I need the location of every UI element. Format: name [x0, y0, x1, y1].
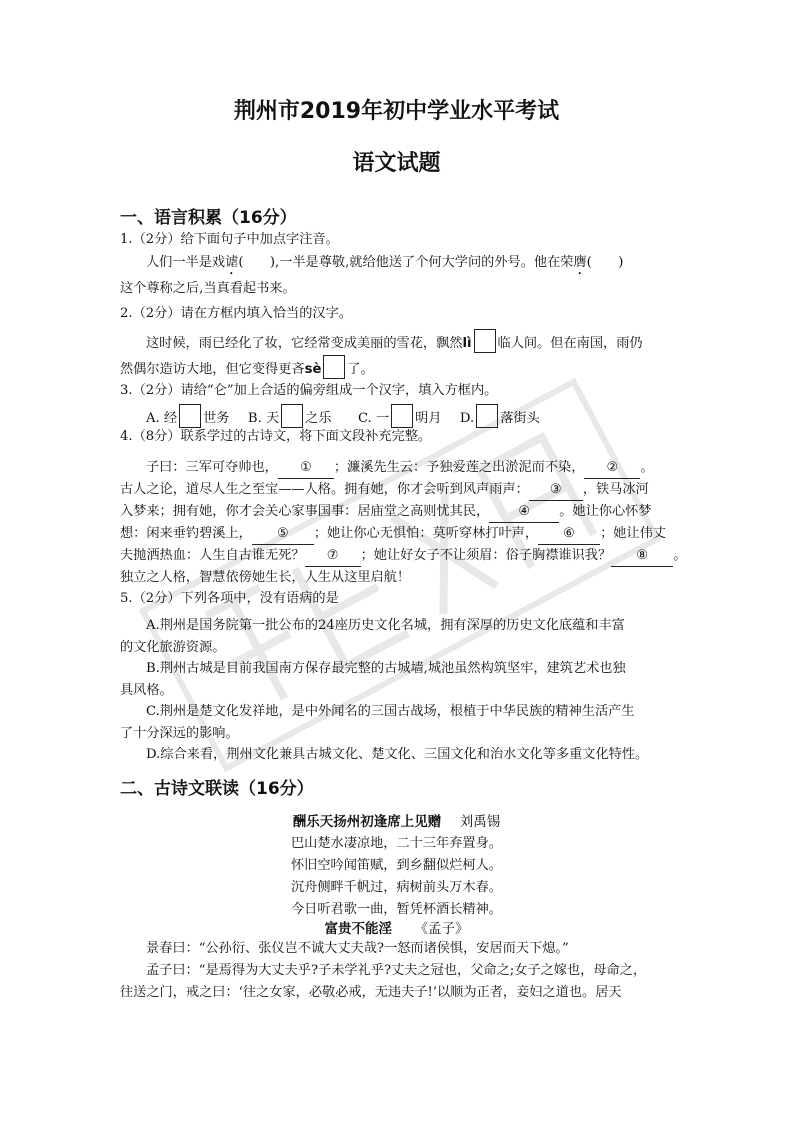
q4-text: ；她让好女子不让须眉：俗子胸襟谁识我？: [360, 548, 612, 563]
q4-text: ；她让你心无惧怕：莫听穿林打叶声，: [313, 526, 539, 541]
q3-answer-box-c[interactable]: [391, 404, 413, 428]
q4-text: ，铁马冰河: [582, 482, 649, 497]
poem-line-3: 沉舟侧畔千帆过，病树前头万木春。: [291, 880, 502, 895]
section-heading-1: 一、语言积累（16分）: [120, 208, 297, 228]
q4-blank-6[interactable]: ⑥: [538, 524, 600, 545]
poem-line-2: 怀旧空吟闻笛赋，到乡翻似烂柯人。: [291, 858, 502, 873]
q4-text: 子曰：三军可夺帅也，: [146, 460, 278, 475]
q4-blank-1[interactable]: ①: [278, 458, 334, 479]
q4-blank-4[interactable]: ④: [489, 502, 559, 523]
q4-line-3: [120, 502, 675, 523]
q5-option-c-cont: 了十分深远的影响。: [120, 726, 239, 741]
section-heading-2: 二、古诗文联读（16分）: [120, 779, 314, 799]
q4-blank-7[interactable]: ⑦: [305, 546, 361, 567]
q4-text: 古人之论，道尽人生之至宝——人格。拥有她，你才会听到风声雨声：: [120, 482, 529, 497]
q4-text: 夫抛洒热血：人生自古谁无死？: [120, 548, 305, 563]
prose-source: 《孟子》: [414, 921, 469, 937]
q5-option-d: D.综合来看，荆州文化兼具古城文化、楚文化、三国文化和治水文化等多重文化特性。: [146, 747, 649, 762]
poem-line-1: 巴山楚水凄凉地，二十三年弃置身。: [291, 836, 502, 851]
q4-text: 入梦来；拥有她，你才会关心家事国事：居庙堂之高则忧其民，: [120, 504, 490, 519]
poem-author: 刘禹锡: [459, 814, 501, 830]
q1-dotted-char-2: 膺: [573, 255, 587, 270]
q4-stem: 4.（8分）联系学过的古诗文，将下面文段补充完整。: [120, 429, 432, 444]
q4-blank-5[interactable]: ⑤: [252, 524, 314, 545]
q5-option-b-cont: 具风格。: [120, 683, 173, 698]
q4-line-5: [120, 546, 687, 567]
q4-text: 想：闲来垂钓碧溪上，: [120, 526, 252, 541]
q4-line-2: [120, 480, 675, 501]
q2-text-c: 然偶尔造访大地，但它变得更吝: [120, 362, 305, 377]
page-subtitle: 语文试题: [352, 151, 441, 176]
q3-options: [146, 404, 675, 429]
q3-option-c-prefix: C. 一: [357, 411, 390, 426]
q2-line-2: [120, 355, 675, 380]
q2-answer-box-2[interactable]: [323, 355, 345, 379]
q3-stem: 3.（2分）请给“仑”加上合适的偏旁组成一个汉字，填入方框内。: [120, 383, 498, 398]
q4-line-6: 独立之人格，智慧依傍她生长，人生从这里启航！: [120, 570, 411, 585]
q2-answer-box-1[interactable]: [474, 329, 496, 353]
q1-text-a: 人们一半是戏: [146, 255, 226, 270]
poem-heading: [0, 810, 793, 830]
prose-title: 富贵不能淫: [324, 921, 392, 937]
q1-text-b: ( ),一半是尊敬,就给他送了个何大学问的外号。他在荣: [238, 255, 574, 270]
poem-line-4: 今日听君歌一曲，暂凭杯酒长精神。: [291, 902, 502, 917]
prose-line-2: 孟子曰：“是焉得为大丈夫乎?子未学礼乎?丈夫之冠也，父命之;女子之嫁也，母命之，: [146, 963, 647, 978]
q3-answer-box-a[interactable]: [179, 404, 201, 428]
q4-blank-3[interactable]: ③: [529, 480, 583, 501]
prose-line-1: 景春曰：“公孙衍、张仪岂不诚大丈夫哉?一怒而诸侯惧，安居而天下熄。”: [146, 941, 569, 956]
q4-line-1: [146, 458, 675, 479]
q1-line-1: [146, 253, 675, 278]
q3-answer-box-b[interactable]: [281, 404, 303, 428]
prose-heading: [0, 917, 793, 937]
q2-text-b: 临人间。但在南国，雨仍: [497, 336, 643, 351]
q4-text: 。她让你心怀梦: [559, 504, 652, 519]
q4-text: 。: [640, 460, 654, 475]
q4-blank-2[interactable]: ②: [584, 458, 640, 479]
q3-option-c-suffix: 明月: [415, 411, 442, 426]
q1-stem: 1.（2分）给下面句子中加点字注音。: [120, 232, 339, 247]
q1-text-c: ( ): [586, 255, 624, 270]
poem-title: 酬乐天扬州初逢席上见赠: [292, 814, 442, 830]
q3-option-b-prefix: B. 天: [247, 411, 280, 426]
q3-answer-box-d[interactable]: [476, 404, 498, 428]
q5-option-c: C.荆州是楚文化发祥地，是中外闻名的三国古战场，根植于中华民族的精神生活产生: [146, 704, 635, 719]
q2-line-1: [146, 329, 675, 354]
q5-option-b: B.荆州古城是目前我国南方保存最完整的古城墙,城池虽然构筑坚牢，建筑艺术也独: [146, 661, 626, 676]
q5-option-a: A.荆州是国务院第一批公布的24座历史文化名城，拥有深厚的历史文化底蕴和丰富: [146, 618, 625, 633]
q3-option-d-suffix: 落街头: [500, 411, 540, 426]
q4-line-4: [120, 524, 675, 545]
q2-text-d: 了。: [347, 362, 374, 377]
q5-option-a-cont: 的文化旅游资源。: [120, 640, 226, 655]
q4-text: ；她让伟丈: [600, 526, 666, 541]
prose-line-3: 往送之门，戒之曰：‘往之女家，必敬必戒，无违夫子!’以顺为正者，妾妇之道也。居天: [120, 985, 622, 1000]
q5-stem: 5.（2分）下列各项中，没有语病的是: [120, 591, 339, 606]
q3-option-d-prefix: D.: [459, 411, 475, 426]
q2-pinyin-1: lì: [462, 336, 472, 351]
q4-blank-8[interactable]: ⑧: [611, 546, 673, 567]
q3-option-b-suffix: 之乐: [305, 411, 332, 426]
page-title: 荆州市2019年初中学业水平考试: [233, 99, 560, 124]
q4-text: ；濂溪先生云：予独爱莲之出淤泥而不染，: [333, 460, 585, 475]
q3-option-a-prefix: A. 经: [146, 411, 178, 426]
q3-option-a-suffix: 世务: [203, 411, 230, 426]
q4-text: 。: [673, 548, 687, 563]
q2-stem: 2.（2分）请在方框内填入恰当的汉字。: [120, 306, 352, 321]
q1-dotted-char-1: 谑: [225, 255, 239, 270]
q1-line-2: 这个尊称之后,当真看起书来。: [120, 281, 296, 296]
q2-pinyin-2: sè: [304, 362, 322, 377]
q2-text-a: 这时候，雨已经化了妆，它经常变成美丽的雪花，飘然: [146, 336, 463, 351]
